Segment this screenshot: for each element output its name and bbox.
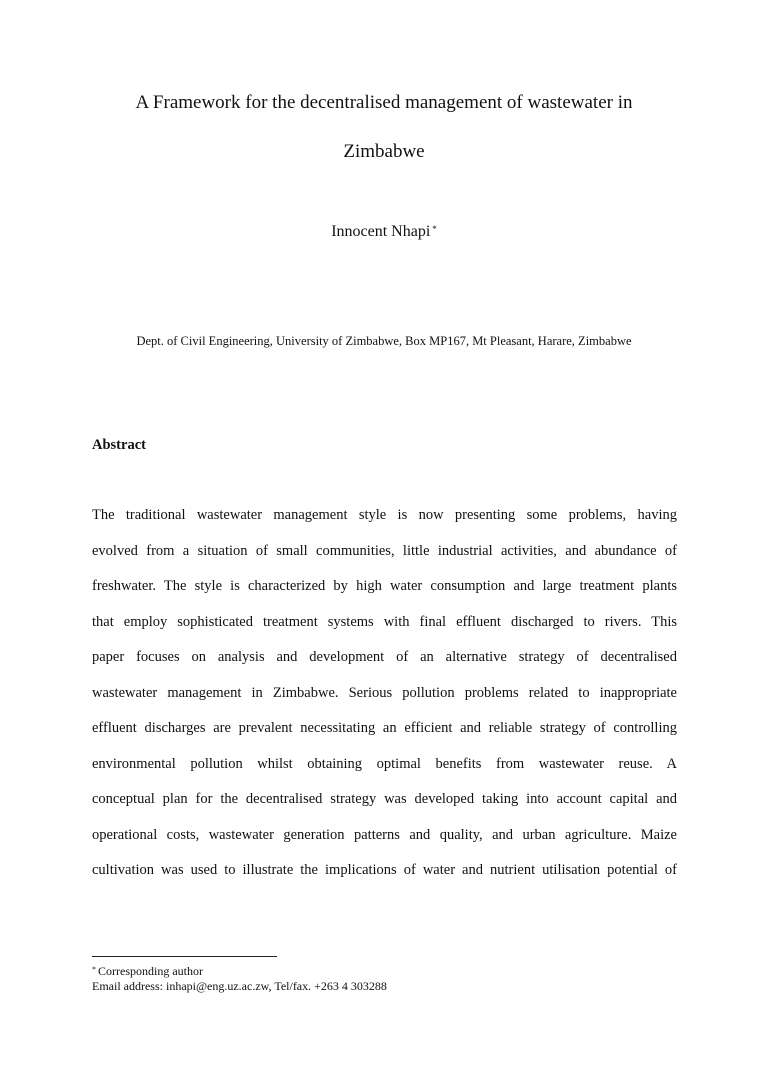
abstract-line: paper focuses on analysis and development of an alternative strategy of decentralised bbox=[92, 649, 677, 665]
author-footnote-marker: * bbox=[432, 224, 437, 234]
abstract-body bbox=[92, 505, 677, 896]
footnote-contact: Email address: inhapi@eng.uz.ac.zw, Tel/fax. +263 4 303288 bbox=[92, 979, 387, 993]
author-line bbox=[60, 222, 708, 242]
author-affiliation: Dept. of Civil Engineering, University of Zimbabwe, Box MP167, Mt Pleasant, Harare, Zimbabwe bbox=[136, 334, 632, 348]
abstract-line: freshwater. The style is characterized by high water consumption and large treatment plants bbox=[92, 578, 677, 594]
abstract-line: environmental pollution whilst obtaining optimal benefits from wastewater reuse. A bbox=[92, 755, 677, 772]
paper-title-line-2: Zimbabwe bbox=[343, 141, 425, 162]
paper-title-line-1: A Framework for the decentralised management of wastewater in bbox=[135, 92, 633, 113]
abstract-line: conceptual plan for the decentralised strategy was developed taking into account capital and bbox=[92, 791, 677, 807]
abstract-line: evolved from a situation of small communities, little industrial activities, and abundance of bbox=[92, 542, 677, 559]
abstract-line: effluent discharges are prevalent necessitating an efficient and reliable strategy of controlling bbox=[92, 720, 677, 736]
abstract-line: cultivation was used to illustrate the implications of water and nutrient utilisation potential of bbox=[92, 862, 677, 878]
author-name: Innocent Nhapi bbox=[331, 223, 431, 240]
footnote-marker: * bbox=[92, 965, 96, 974]
abstract-line: that employ sophisticated treatment systems with final effluent discharged to rivers. This bbox=[92, 613, 677, 630]
footnote-corresponding-author bbox=[92, 964, 203, 979]
abstract-line: The traditional wastewater management style is now presenting some problems, having bbox=[92, 507, 677, 523]
footnote-corresponding-text: Corresponding author bbox=[98, 964, 203, 978]
abstract-line: wastewater management in Zimbabwe. Serious pollution problems related to inappropriate bbox=[92, 684, 677, 701]
abstract-line: operational costs, wastewater generation patterns and quality, and urban agriculture. Maize bbox=[92, 826, 677, 843]
abstract-heading: Abstract bbox=[92, 437, 146, 453]
footnote-divider bbox=[92, 956, 277, 957]
